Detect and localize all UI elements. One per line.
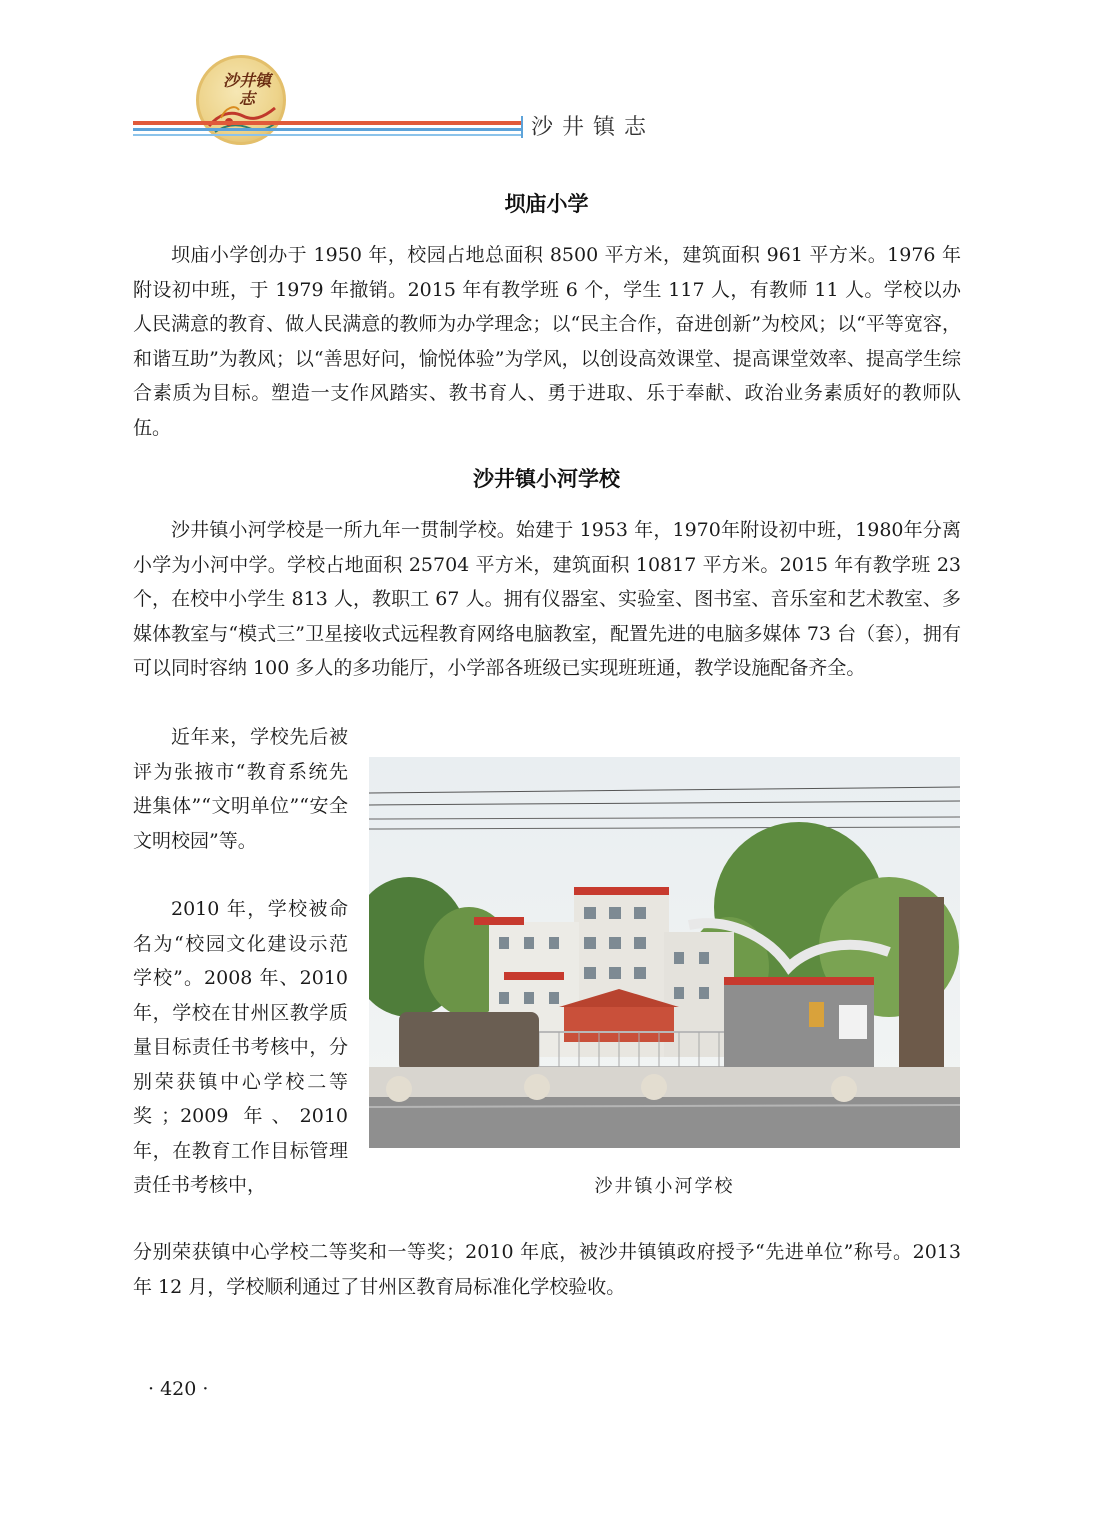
header-rule-blue: [133, 128, 521, 131]
school-photo: [369, 757, 960, 1148]
running-title: 沙井镇志: [531, 115, 656, 140]
xiaohe-side-paragraph-1: 近年来，学校先后被评为张掖市“教育系统先进集体”“文明单位”“安全文明校园”等。: [133, 726, 348, 852]
header-rule-blue-thin: [133, 134, 521, 136]
header-rule-red: [133, 121, 521, 125]
section-heading-bamiao: 坝庙小学: [504, 192, 589, 216]
header-separator: [521, 116, 523, 138]
photo-caption: 沙井镇小河学校: [594, 1176, 735, 1197]
logo-text: 沙井镇志: [222, 71, 271, 108]
section-heading-xiaohe: 沙井镇小河学校: [473, 467, 620, 491]
xiaohe-paragraph: 沙井镇小河学校是一所九年一贯制学校。始建于 1953 年，1970年附设初中班，1980年分离小学为小河中学。学校占地面积 25704 平方米，建筑面积 10817 平方米。2015 年有教学班 23 个，在校中小学生 813 人，教职工 67 人。拥有仪器室、实验室、图书室、音乐室和艺术教室、多媒体教室与“模式三”卫星接收式远程教育网络电脑教室，配置先进的电脑多媒体 73 台（套），拥有可以同时容纳 100 多人的多功能厅，小学部各班级已实现班班通，教学设施配备齐全。: [133, 519, 961, 679]
gazetteer-logo: [196, 55, 286, 145]
xiaohe-side-paragraph-2: 2010 年，学校被命名为“校园文化建设示范学校”。2008 年、2010 年，学校在甘州区教学质量目标责任书考核中，分别荣获镇中心学校二等奖；2009 年、2010 年，在教育工作目标管理责任书考核中，: [133, 898, 348, 1196]
page-number: · 420 ·: [148, 1378, 209, 1400]
xiaohe-continuation: 分别荣获镇中心学校二等奖和一等奖；2010 年底，被沙井镇镇政府授予“先进单位”称号。2013 年 12 月，学校顺利通过了甘州区教育局标准化学校验收。: [133, 1241, 961, 1298]
page-header: [0, 0, 1093, 160]
bamiao-paragraph: 坝庙小学创办于 1950 年，校园占地总面积 8500 平方米，建筑面积 961 平方米。1976 年附设初中班，于 1979 年撤销。2015 年有教学班 6 个，学生 117 人，有教师 11 人。学校以办人民满意的教育、做人民满意的教师为办学理念；以“民主合作，奋进创新”为校风；以“平等宽容，和谐互助”为教风；以“善思好问，愉悦体验”为学风，以创设高效课堂、提高课堂效率、提高学生综合素质为目标。塑造一支作风踏实、教书育人、勇于进取、乐于奉献、政治业务素质好的教师队伍。: [133, 244, 961, 439]
